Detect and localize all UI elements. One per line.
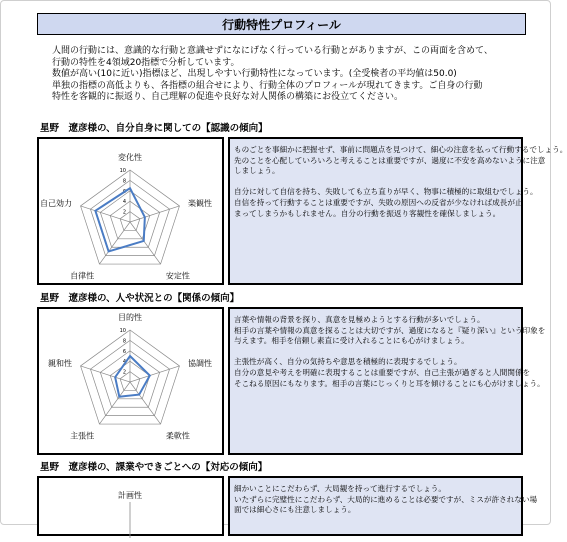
- section-heading-response: 星野 遼彦様の、課業やできごとへの【対応の傾向】: [40, 462, 268, 473]
- radar-tick-label: 8: [122, 178, 126, 185]
- intro-line: 人間の行動には、意識的な行動と意識せずになにげなく行っている行動とがありますが、この両面を含めて、: [52, 46, 493, 56]
- radar-axis-label: 柔軟性: [165, 431, 190, 441]
- intro-line: 行動の特性を4領域20指標で分析しています。: [52, 57, 240, 68]
- radar-tick-label: 6: [122, 188, 126, 195]
- radar-tick-label: 4: [122, 359, 126, 366]
- section-heading-relationship: 星野 遼彦様の、人や状況との【関係の傾向】: [40, 293, 240, 304]
- description-line: 与えます。相手を信頼し素直に受け入れることにも心がけましょう。: [234, 336, 469, 346]
- radar-tick-label: 4: [122, 199, 126, 206]
- radar-tick-label: 2: [122, 369, 126, 376]
- description-line: 言葉や情報の背景を探り、真意を見極めようとする行動が多いでしょう。: [234, 315, 485, 324]
- section-heading-recognition: 星野 遼彦様の、自分自身に関しての【認識の傾向】: [40, 123, 268, 134]
- intro-text: [52, 46, 522, 104]
- radar-axis-label: 自律性: [70, 271, 95, 281]
- page-title-bar: [37, 13, 526, 35]
- radar-svg: [39, 478, 222, 538]
- description-line: しましょう。: [234, 166, 280, 176]
- radar-tick-label: 10: [119, 168, 126, 174]
- radar-axis-label: 安定性: [165, 271, 190, 281]
- radar-axis-label: 目的性: [118, 313, 142, 322]
- radar-axis-label: 協調性: [188, 359, 213, 369]
- radar-axis-label: 親和性: [47, 359, 72, 369]
- intro-line: 特性を客観的に振返り、自己理解の促進や良好な対人関係の構築にお役立てください。: [52, 92, 404, 102]
- radar-tick-label: 6: [122, 348, 126, 355]
- radar-tick-label: 8: [122, 338, 126, 345]
- radar-axis-label: 変化性: [118, 153, 142, 162]
- description-line: ものごとを事細かに把握せず、事前に問題点を見つけて、細心の注意を払って行動するでしょう。: [234, 145, 567, 154]
- description-gap: [234, 177, 517, 188]
- radar-chart-relationship: [37, 307, 224, 455]
- intro-line: 数値が高い(10に近い)指標ほど、出現しやすい行動特性になっています。(全受検者の平均値は50.0): [52, 69, 457, 79]
- description-line: 細かいことにこだわらず、大局観を持って進行するでしょう。: [234, 484, 446, 493]
- radar-axis-label: 主張性: [70, 431, 95, 441]
- description-gap: [234, 347, 517, 358]
- description-relationship: [228, 307, 546, 455]
- description-line: 面では細心さにも注意しましょう。: [234, 505, 356, 515]
- description-line: 主張性が高く、自分の気持ちや意思を積極的に表現するでしょう。: [234, 357, 462, 367]
- description-recognition: [228, 137, 567, 285]
- radar-axis-label: 計画性: [118, 491, 142, 500]
- radar-tick-label: 10: [119, 328, 126, 334]
- description-line: 自信を持って行動することは重要ですが、失敗の原因への反省が少なければ成長が止: [234, 197, 523, 207]
- description-line: 自分に対して自信を持ち、失敗しても立ち直りが早く、物事に積極的に取組むでしょう。: [234, 187, 538, 197]
- radar-svg: [39, 309, 222, 453]
- description-line: そこねる原因にもなります。相手の言葉にじっくりと耳を傾けることにも心がけましょう。: [234, 378, 545, 388]
- radar-tick-label: 2: [122, 209, 126, 216]
- page-title: 行動特性プロフィール: [222, 17, 341, 32]
- radar-chart-recognition: [37, 137, 224, 285]
- description-response: [228, 476, 538, 536]
- description-line: 相手の言葉や情報の真意を探ることは大切ですが、過度になると『疑り深い』という印象を: [234, 325, 546, 335]
- description-line: いたずらに完璧性にこだわらず、大局的に進めることは必要ですが、ミスが許されない場: [234, 494, 538, 504]
- intro-line: 単独の指標の高低よりも、各指標の組合せにより、行動全体のプロフィールが現れてきます。ご自身の行動: [52, 80, 483, 91]
- description-line: まってしまうかもしれません。自分の行動を振返り客観性を確保しましょう。: [234, 208, 501, 218]
- radar-svg: [39, 139, 222, 283]
- description-line: 先のことを心配していろいろと考えることは重要ですが、過度に不安を高めないように注意: [234, 155, 546, 165]
- radar-axis-label: 楽観性: [188, 199, 213, 209]
- radar-axis-label: 自己効力: [39, 199, 72, 209]
- radar-chart-response: [37, 476, 224, 536]
- description-line: 自分の意見や考えを明確に表現することは重要ですが、自己主張が過ぎると人間関係を: [234, 367, 531, 377]
